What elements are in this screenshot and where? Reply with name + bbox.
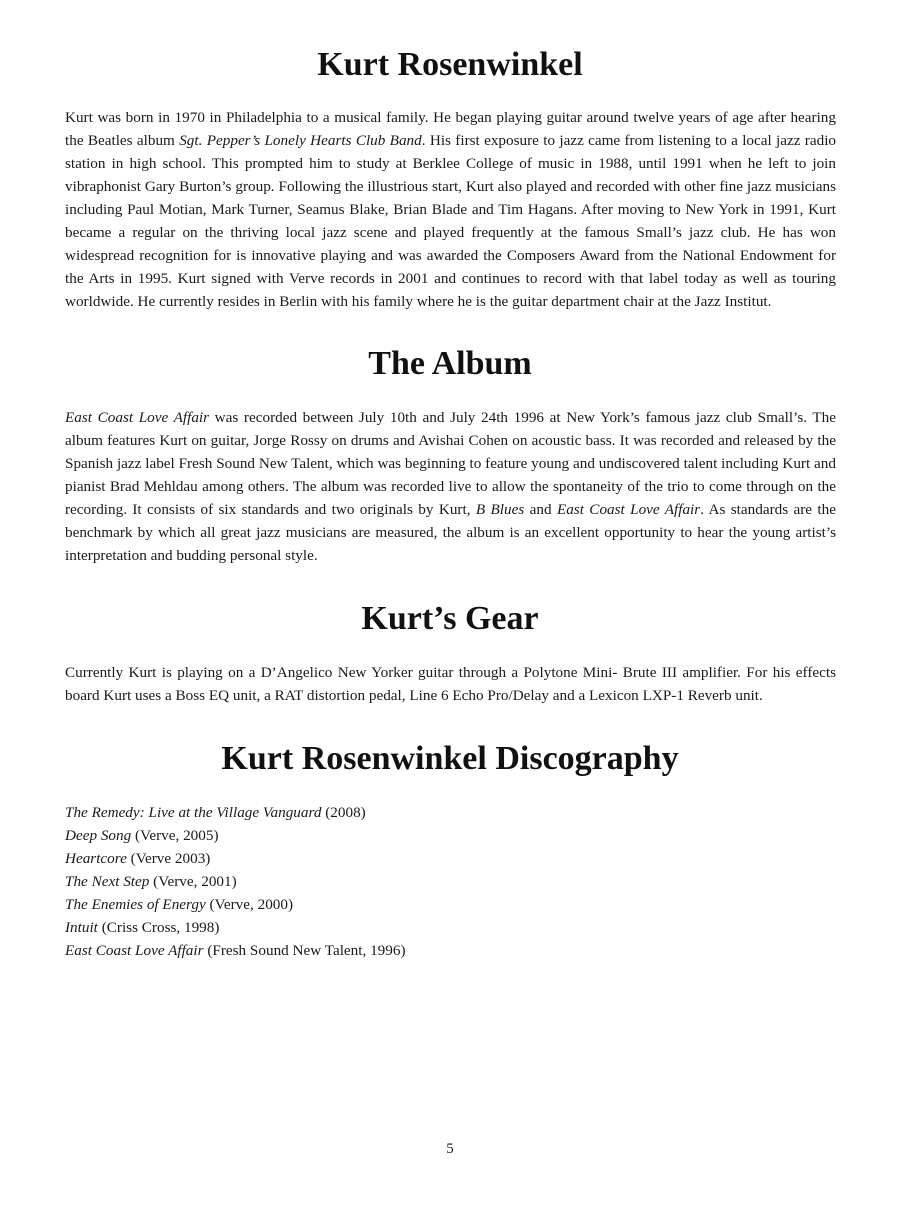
album-heading: The Album [368,345,532,382]
discography-item-title: The Next Step [65,873,150,890]
bio-paragraph [65,106,836,313]
discography-item-title: Heartcore [65,850,127,867]
discography-item [65,824,836,847]
discography-item-title: Deep Song [65,827,132,844]
discography-item-info: (Verve, 2001) [149,873,237,890]
discography-item [65,801,836,824]
discography-item [65,847,836,870]
album-title-3: East Coast Love Affair [556,501,701,518]
bio-text-start: Kurt was born in 1970 in Philadelphia to a musical family. He began playing guitar around twelve years of age after hearing the Beatles album [65,109,836,149]
discography-item-title: East Coast Love Affair [65,942,204,959]
discography-item [65,870,836,893]
album-text-2: and [524,501,557,518]
bio-heading: Kurt Rosenwinkel [317,46,583,83]
discography-item [65,893,836,916]
discography-item-title: The Remedy: Live at the Village Vanguard [65,804,322,821]
album-paragraph [65,406,836,567]
discography-item [65,939,836,962]
discography-item-info: (Fresh Sound New Talent, 1996) [203,942,406,959]
bio-album-title: Sgt. Pepper’s Lonely Hearts Club Band [179,132,422,149]
discography-item-info: (Verve, 2005) [131,827,219,844]
gear-heading: Kurt’s Gear [361,600,539,637]
album-text-1: was recorded between July 10th and July 24th 1996 at New York’s famous jazz club Small’s. The album features Kurt on guitar, Jorge Rossy on drums and Avishai Cohen on acoustic bass. It was recorded and released by the Spanish jazz label Fresh Sound New Talent, which was beginning to feature young and undiscovered talent including Kurt and pianist Brad Mehldau among others. The album was recorded live to allow the spontaneity of the trio to come through on the recording. It consists of six standards and two originals by Kurt, [65,409,836,518]
discography-item-info: (Verve, 2000) [205,896,294,913]
gear-paragraph: Currently Kurt is playing on a D’Angelico New Yorker guitar through a Polytone Mini- Brute III amplifier. For his effects board Kurt uses a Boss EQ unit, a RAT distortion pedal, Line 6 Echo Pro/Delay and a Lexicon LXP-1 Reverb unit. [65,664,836,704]
album-title-1: East Coast Love Affair [65,409,210,426]
discography-item-info: (Criss Cross, 1998) [97,919,220,936]
album-text-3: . As standards are the benchmark by which all great jazz musicians are measured, the album is an excellent opportunity to hear the young artist’s interpretation and budding personal style. [65,501,836,564]
discography-heading: Kurt Rosenwinkel Discography [221,740,679,777]
discography-item [65,916,836,939]
page-number: 5 [446,1141,454,1157]
discography-item-info: (2008) [321,804,366,821]
album-title-2: B Blues [475,501,525,518]
discography-item-info: (Verve 2003) [126,850,211,867]
discography-item-title: Intuit [65,919,98,936]
discography-list [65,801,836,962]
discography-item-title: The Enemies of Energy [65,896,206,913]
bio-text-rest: . His first exposure to jazz came from listening to a local jazz radio station in high school. This prompted him to study at Berklee College of music in 1988, until 1991 when he left to join vibraphonist Gary Burton’s group. Following the illustrious start, Kurt also played and recorded with other fine jazz musicians including Paul Motian, Mark Turner, Seamus Blake, Brian Blade and Tim Hagans. After moving to New York in 1991, Kurt became a regular on the thriving local jazz scene and played frequently at the famous Small’s jazz club. He has won widespread recognition for is innovative playing and was awarded the Composers Award from the National Endowment for the Arts in 1995. Kurt signed with Verve records in 2001 and continues to record with that label today as well as touring worldwide. He currently resides in Berlin with his family where he is the guitar department chair at the Jazz Institut. [65,132,837,310]
